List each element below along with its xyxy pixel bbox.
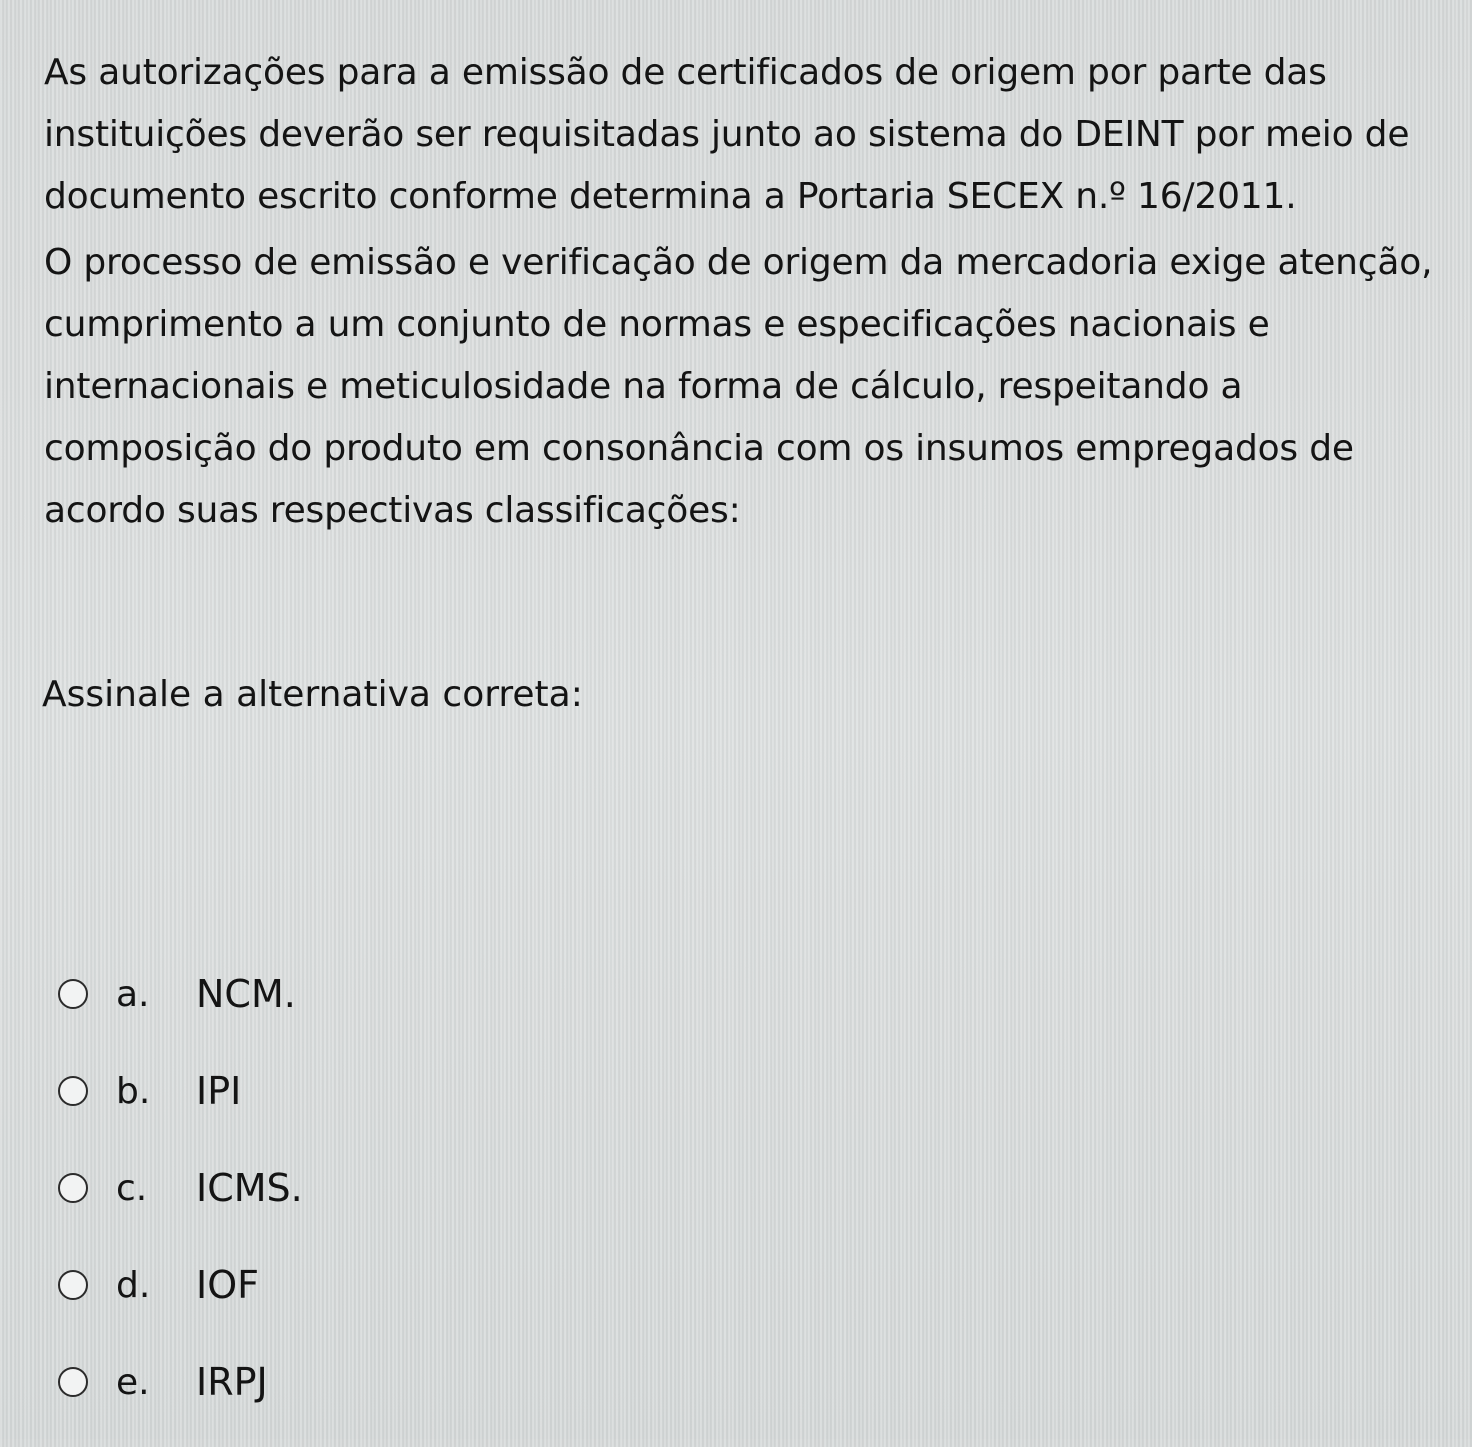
option-c[interactable] bbox=[58, 1156, 658, 1220]
option-text: ICMS. bbox=[196, 1166, 303, 1210]
option-text: IRPJ bbox=[196, 1360, 268, 1404]
question-paragraph-2: O processo de emissão e verificação de origem da mercadoria exige atenção, cumprimento a um conjunto de normas e especificações nacionais e internacionais e meticulosidade na forma de cálculo, respeitando a composição do produto em consonância com os insumos empregados de acordo suas respectivas classificações: bbox=[44, 242, 1433, 531]
radio-button-d[interactable] bbox=[58, 1270, 88, 1300]
option-letter: b. bbox=[116, 1070, 151, 1112]
answer-options bbox=[58, 962, 658, 1447]
radio-button-a[interactable] bbox=[58, 979, 88, 1009]
question-body bbox=[44, 42, 1454, 542]
option-a[interactable] bbox=[58, 962, 658, 1026]
option-letter: d. bbox=[116, 1264, 151, 1306]
radio-button-b[interactable] bbox=[58, 1076, 88, 1106]
option-text: IOF bbox=[196, 1263, 259, 1307]
option-e[interactable] bbox=[58, 1350, 658, 1414]
option-text: IPI bbox=[196, 1069, 242, 1113]
option-b[interactable] bbox=[58, 1059, 658, 1123]
radio-button-c[interactable] bbox=[58, 1173, 88, 1203]
question-paragraph-1: As autorizações para a emissão de certificados de origem por parte das instituições deverão ser requisitadas junto ao sistema do DEINT por meio de documento escrito conforme determina a Portaria SECEX n.º 16/2011. bbox=[44, 52, 1410, 217]
option-text: NCM. bbox=[196, 972, 296, 1016]
option-letter: e. bbox=[116, 1361, 150, 1403]
question-instruction: Assinale a alternativa correta: bbox=[42, 674, 583, 715]
radio-button-e[interactable] bbox=[58, 1367, 88, 1397]
option-letter: c. bbox=[116, 1167, 148, 1209]
option-d[interactable] bbox=[58, 1253, 658, 1317]
option-letter: a. bbox=[116, 973, 150, 1015]
